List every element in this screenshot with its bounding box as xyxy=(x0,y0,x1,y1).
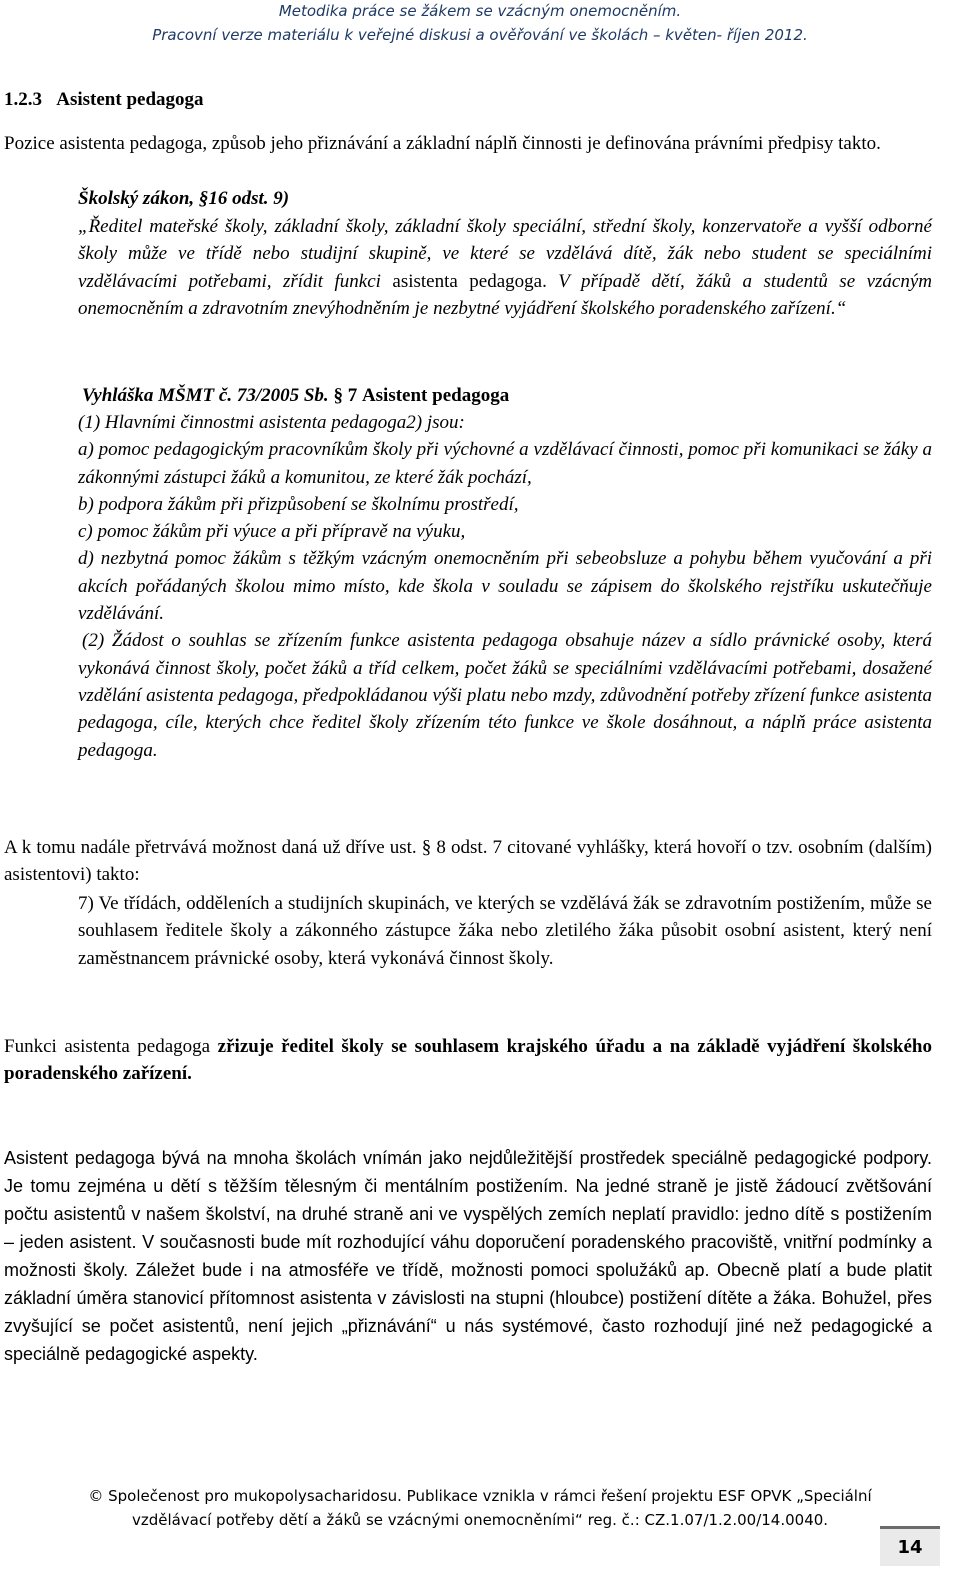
decree-p1-c: c) pomoc žákům při výuce a při přípravě na výuku, xyxy=(78,521,466,543)
school-act-heading: Školský zákon, §16 odst. 9) xyxy=(78,188,290,209)
section-title: Asistent pedagoga xyxy=(56,89,204,110)
personal-assistant-intro: A k tomu nadále přetrvává možnost daná už dříve ust. § 8 odst. 7 citované vyhlášky, která hovoří o tzv. osobním (dalším) asistentovi) takto: xyxy=(4,837,932,886)
decree-title: Vyhláška MŠMT č. 73/2005 Sb. xyxy=(82,385,329,406)
decree-p2: (2) Žádost o souhlas se zřízením funkce asistenta pedagoga obsahuje název a sídlo právnické osoby, která vykonává činnost školy, počet žáků a tříd celkem, počet žáků se speciálními vzdělávacími potřebami, dosažené vzdělání asistenta pedagoga, předpokládanou výši platu nebo mzdy, zdůvodnění potřeby zřízení funkce asistenta pedagoga, cíle, kterých chce ředitel školy zřízením této funkce ve škole dosáhnout, a náplň práce asistenta pedagoga. xyxy=(78,630,932,761)
page-number: 14 xyxy=(880,1526,940,1566)
school-act-quote-part3: V případě dětí, žáků a studentů se vzácným onemocněním a zdravotním znevýhodněním je nezbytné vyjádření školského poradenského zařízení.“ xyxy=(78,270,932,319)
footer-line-2: vzdělávací potřeby dětí a žáků se vzácnými onemocněními“ reg. č.: CZ.1.07/1.2.00/14.0040. xyxy=(131,1511,829,1529)
school-act-quote-part1: „Ředitel mateřské školy, základní školy, základní školy speciální, střední školy, konzervatoře a vyšší odborné školy může ve třídě nebo studijní skupině, ve které se vzdělává dítě, žák nebo student se speciálními vzdělávacími potřebami, zřídit funkci xyxy=(78,216,932,292)
running-header-subtitle: Pracovní verze materiálu k veřejné diskusi a ověřování ve školách – květen- říjen 2012. xyxy=(152,26,808,44)
footer-line-1: © Společenost pro mukopolysacharidosu. Publikace vznikla v rámci řešení projektu ESF OPVK „Speciální xyxy=(88,1487,872,1505)
decree-body xyxy=(78,409,932,764)
decree-section-sign: § 7 xyxy=(333,385,358,406)
decree-section-title: Asistent pedagoga xyxy=(361,385,510,406)
running-header-title: Metodika práce se žákem se vzácným onemocněním. xyxy=(278,2,682,20)
closing-paragraph: Asistent pedagoga bývá na mnoha školách vnímán jako nejdůležitější prostředek speciálně pedagogické podpory. Je tomu zejména u dětí s těžším tělesným či mentálním postižením. Na jedné straně je jistě žádoucí zvětšování počtu asistentů v našem školství, na druhé straně ani ve vyspělých zemích neplatí pravidlo: jedno dítě s postižením – jeden asistent. V současnosti bude mít rozhodující váhu doporučení poradenského pracoviště, vnitřní podmínky a možnosti školy. Záležet bude i na atmosféře ve třídě, možnosti pomoci spolužáků ap. Obecně platí a bude platit základní úměra stanovicí přítomnost asistenta v závislosti na stupni (hloubce) postižení dítěte a žáka. Bohužel, přes zvyšující se počet asistentů, není jejich „přiznávání“ u nás systémové, často rozhodují jiné než pedagogické a speciálně pedagogické aspekty. xyxy=(4,1148,932,1364)
decree-p1-d: d) nezbytná pomoc žákům s těžkým vzácným onemocněním při sebeobsluze a pohybu během vyučování a při akcích pořádaných školou mimo místo, kde škola v souladu se zápisem do školského rejstříku uskutečňuje vzdělávání. xyxy=(78,548,932,625)
decree-p1-b: b) podpora žákům při přizpůsobení se školnímu prostředí, xyxy=(78,493,519,515)
establishment-bold: zřizuje ředitel školy se souhlasem krajského úřadu a na základě vyjádření školského poradenského zařízení. xyxy=(4,1036,932,1085)
decree-heading xyxy=(82,382,932,409)
personal-assistant-quote: 7) Ve třídách, odděleních a studijních skupinách, ve kterých se vzdělává žák se zdravotním postižením, může se souhlasem ředitele školy a zákonného zástupce žáka nebo zletilého žáka působit osobní asistent, který není zaměstnancem právnické osoby, která vykonává činnost školy. xyxy=(78,893,932,969)
establishment-lead: Funkci asistenta pedagoga xyxy=(4,1036,211,1057)
section-heading xyxy=(4,86,604,113)
establishment-paragraph xyxy=(4,1033,932,1088)
school-act-quote-part2: asistenta pedagoga. xyxy=(392,270,547,292)
intro-paragraph: Pozice asistenta pedagoga, způsob jeho přiznávání a základní náplň činnosti je definována právními předpisy takto. xyxy=(4,133,881,154)
section-number: 1.2.3 xyxy=(4,89,42,110)
school-act-quote xyxy=(78,213,932,322)
decree-p1-a: a) pomoc pedagogickým pracovníkům školy při výchovné a vzdělávací činnosti, pomoc při komunikaci se žáky a zákonnými zástupci žáků a komunitou, ze které žák pochází, xyxy=(78,439,932,488)
decree-p1-intro: (1) Hlavními činnostmi asistenta pedagoga2) jsou: xyxy=(78,412,465,433)
